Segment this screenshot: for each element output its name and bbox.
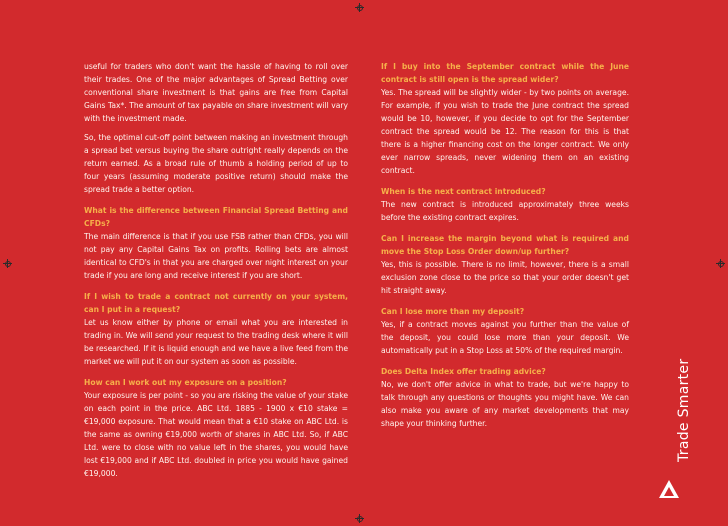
right-column — [381, 60, 629, 438]
faq-item — [84, 204, 348, 282]
crop-mark-top-icon — [355, 3, 364, 12]
crop-mark-left-icon — [3, 259, 12, 268]
faq-item — [84, 290, 348, 368]
faq-item — [381, 60, 629, 177]
faq-question: If I buy into the September contract while the June contract is still open is the spread wider? — [381, 62, 629, 84]
faq-answer-paragraph: Yes. The spread will be slightly wider - by two points on average. For example, if you wish to trade the June contract the spread would be 10, however, if you decide to opt for the September contract the spread would be 12. The reason for this is that there is a higher financing cost on the longer contract. We only ever narrow spreads, never widening them on an existing contract. — [381, 88, 629, 175]
faq-question: What is the difference between Financial Spread Betting and CFDs? — [84, 206, 348, 228]
faq-answer — [84, 389, 348, 480]
faq-answer — [381, 86, 629, 177]
faq-question: Can I increase the margin beyond what is required and move the Stop Loss Order down/up further? — [381, 234, 629, 256]
faq-answer — [381, 258, 629, 297]
faq-answer-paragraph: Let us know either by phone or email what you are interested in trading in. We will send your request to the trading desk where it will be researched. If it is liquid enough and we have a live feed from the market we will put it on our system as soon as possible. — [84, 318, 348, 366]
intro-paragraph: So, the optimal cut-off point between making an investment through a spread bet versus buying the share outright really depends on the return earned. As a broad rule of thumb a holding period of up to four years (assuming moderate positive return) should make the spread trade a better option. — [84, 133, 348, 194]
faq-answer-paragraph: Your exposure is per point - so you are risking the value of your stake on each point in the price. ABC Ltd. 1885 - 1900 x €10 stake = €19,000 exposure. That would mean that a €10 stake on ABC Ltd. is the same as owning €19,000 worth of shares in ABC Ltd. So, if ABC Ltd. were to close with no value left in the shares, you would have lost €19,000 and if ABC Ltd. doubled in price you would have gained €19,000. — [84, 391, 348, 478]
faq-answer — [84, 316, 348, 368]
left-column — [84, 60, 348, 488]
faq-item — [381, 232, 629, 297]
brand-logo-icon — [657, 478, 681, 502]
intro-text — [84, 60, 348, 196]
faq-question: When is the next contract introduced? — [381, 187, 546, 196]
faq-question: How can I work out my exposure on a position? — [84, 378, 287, 387]
faq-item — [381, 365, 629, 430]
faq-answer-paragraph: The main difference is that if you use FSB rather than CFDs, you will not pay any Capital Gains Tax on profits. Rolling bets are almost identical to CFD's in that you are charged over night interest on your trade if you are long and receive interest if you are short. — [84, 232, 348, 280]
faq-answer — [381, 318, 629, 357]
faq-answer — [381, 198, 629, 224]
faq-answer-paragraph: No, we don't offer advice in what to trade, but we're happy to talk through any questions or thoughts you might have. We can also make you aware of any market developments that may shape your thinking further. — [381, 380, 629, 428]
faq-item — [84, 376, 348, 480]
faq-question: Can I lose more than my deposit? — [381, 307, 525, 316]
faq-question: Does Delta Index offer trading advice? — [381, 367, 546, 376]
crop-mark-right-icon — [716, 259, 725, 268]
faq-answer-paragraph: Yes, this is possible. There is no limit, however, there is a small exclusion zone close to the price so that your order doesn't get hit straight away. — [381, 260, 629, 295]
crop-mark-bottom-icon — [355, 514, 364, 523]
faq-item — [381, 305, 629, 357]
side-title: Trade Smarter — [676, 358, 692, 462]
faq-answer — [84, 230, 348, 282]
faq-answer-paragraph: Yes, if a contract moves against you further than the value of the deposit, you could lose more than your deposit. We automatically put in a Stop Loss at 50% of the required margin. — [381, 320, 629, 355]
faq-answer — [381, 378, 629, 430]
faq-answer-paragraph: The new contract is introduced approximately three weeks before the existing contract expires. — [381, 200, 629, 222]
intro-paragraph: useful for traders who don't want the hassle of having to roll over their trades. One of the major advantages of Spread Betting over conventional share investment is that gains are free from Capital Gains Tax*. The amount of tax payable on share investment will vary with the investment made. — [84, 62, 348, 123]
faq-item — [381, 185, 629, 224]
faq-question: If I wish to trade a contract not currently on your system, can I put in a request? — [84, 292, 348, 314]
